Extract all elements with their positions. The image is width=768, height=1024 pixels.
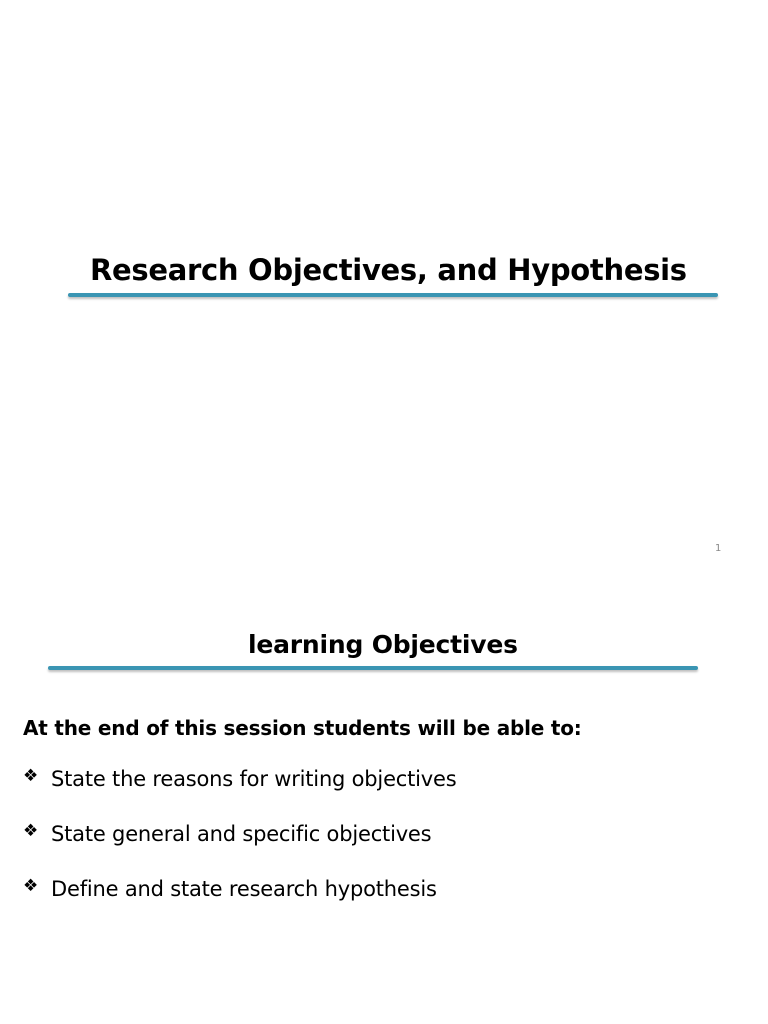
slide-2 (0, 576, 768, 1024)
list-item (23, 767, 457, 822)
bullet-text: Define and state research hypothesis (51, 877, 437, 901)
intro-text: At the end of this session students will be able to: (23, 716, 582, 740)
slide-title: Research Objectives, and Hypothesis (90, 253, 687, 287)
diamond-cluster-icon: ❖ (23, 766, 39, 786)
list-item (23, 877, 457, 932)
slide-number: 1 (715, 543, 722, 554)
bullet-text: State general and specific objectives (51, 822, 432, 846)
objectives-list (23, 767, 457, 932)
bullet-text: State the reasons for writing objectives (51, 767, 457, 791)
list-item (23, 822, 457, 877)
title-underline (68, 293, 718, 297)
slide-title: learning Objectives (248, 630, 518, 659)
title-underline (48, 666, 698, 670)
diamond-cluster-icon: ❖ (23, 876, 39, 896)
diamond-cluster-icon: ❖ (23, 821, 39, 841)
